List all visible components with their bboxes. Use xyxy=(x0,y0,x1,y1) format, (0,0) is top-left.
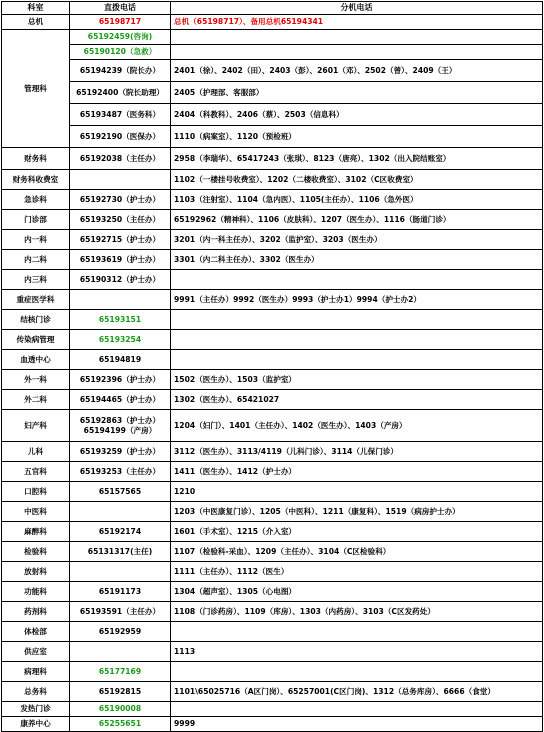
direct-cell: 65192190（医保办） xyxy=(70,126,171,148)
dept-cell: 检验科 xyxy=(2,542,70,562)
ext-cell: 3201（内一科主任办）、3202（监护室）、3203（医生办） xyxy=(171,230,543,250)
table-row xyxy=(2,350,543,370)
table-row xyxy=(2,250,543,270)
dept-cell: 五官科 xyxy=(2,462,70,482)
ext-cell xyxy=(171,702,543,717)
dept-cell: 内一科 xyxy=(2,230,70,250)
dept-cell: 内二科 xyxy=(2,250,70,270)
dept-cell: 发热门诊 xyxy=(2,702,70,717)
table-row xyxy=(2,702,543,717)
ext-cell: 9999 xyxy=(171,717,543,732)
ext-cell xyxy=(171,622,543,642)
dept-cell: 外一科 xyxy=(2,370,70,390)
table-row xyxy=(2,442,543,462)
table-row xyxy=(2,622,543,642)
direct-cell: 65192730（护士办） xyxy=(70,190,171,210)
ext-cell: 1110（病案室）、1120（预检班） xyxy=(171,126,543,148)
ext-cell: 1111（主任办）、1112（医生） xyxy=(171,562,543,582)
ext-cell: 1101\65025716（A区门岗）、65257001(C区门岗)、1312（总务库房）、6666（食堂） xyxy=(171,682,543,702)
direct-cell: 65193254 xyxy=(70,330,171,350)
dept-cell: 传染病管理 xyxy=(2,330,70,350)
direct-cell: 65192459(咨询) xyxy=(70,30,171,45)
dept-cell: 药剂科 xyxy=(2,602,70,622)
direct-cell: 65192174 xyxy=(70,522,171,542)
direct-cell: 65192400（院长助理） xyxy=(70,82,171,104)
ext-cell: 2958（李瑞华）、65417243（张琪）、8123（唐亮）、1302（出入院结账室） xyxy=(171,148,543,170)
direct-cell: 65255651 xyxy=(70,717,171,732)
dept-cell: 财务科收费室 xyxy=(2,170,70,190)
table-row xyxy=(2,562,543,582)
header-direct: 直拨电话 xyxy=(70,2,171,15)
dept-cell: 妇产科 xyxy=(2,410,70,442)
direct-line: 65192863（护士办） xyxy=(79,415,161,425)
table-row xyxy=(2,290,543,310)
ext-cell: 1302（医生办）、65421027 xyxy=(171,390,543,410)
ext-cell: 1102（一楼挂号收费室）、1202（二楼收费室）、3102（C区收费室） xyxy=(171,170,543,190)
table-row xyxy=(2,582,543,602)
dept-cell: 外二科 xyxy=(2,390,70,410)
ext-cell: 2405（护理部、客服部） xyxy=(171,82,543,104)
direct-cell xyxy=(70,170,171,190)
table-row xyxy=(2,60,543,82)
dept-cell: 病理科 xyxy=(2,662,70,682)
dept-cell: 急诊科 xyxy=(2,190,70,210)
direct-cell xyxy=(70,562,171,582)
ext-cell: 1103（注射室）、1104（急内医）、1105(主任办）、1106（急外医） xyxy=(171,190,543,210)
dept-cell: 血透中心 xyxy=(2,350,70,370)
dept-cell: 儿科 xyxy=(2,442,70,462)
direct-cell: 65192815 xyxy=(70,682,171,702)
dept-cell: 内三科 xyxy=(2,270,70,290)
direct-cell: 65192959 xyxy=(70,622,171,642)
ext-cell: 2401（徐）、2402（田）、2403（彭）、2601（邓）、2502（曾）、2409（王） xyxy=(171,60,543,82)
dept-cell: 口腔科 xyxy=(2,482,70,502)
ext-cell xyxy=(171,30,543,45)
ext-cell xyxy=(171,350,543,370)
direct-cell: 65198717 xyxy=(70,15,171,30)
ext-cell: 9991（主任办）9992（医生办）9993（护士办1）9994（护士办2） xyxy=(171,290,543,310)
dept-cell: 中医科 xyxy=(2,502,70,522)
table-row xyxy=(2,104,543,126)
direct-cell: 65192396（护士办） xyxy=(70,370,171,390)
direct-cell: 65157565 xyxy=(70,482,171,502)
ext-cell: 1113 xyxy=(171,642,543,662)
dept-cell: 结核门诊 xyxy=(2,310,70,330)
ext-cell: 1204（妇门）、1401（主任办）、1402（医生办）、1403（产房） xyxy=(171,410,543,442)
ext-cell: 1107（检验科-采血）、1209（主任办）、3104（C区检验科） xyxy=(171,542,543,562)
dept-cell: 总机 xyxy=(2,15,70,30)
table-row xyxy=(2,210,543,230)
ext-cell xyxy=(171,662,543,682)
table-row xyxy=(2,662,543,682)
direct-cell: 65193253（主任办） xyxy=(70,462,171,482)
table-row xyxy=(2,126,543,148)
ext-cell xyxy=(171,330,543,350)
direct-line: 65194199（产房） xyxy=(83,425,157,435)
dept-cell: 体检部 xyxy=(2,622,70,642)
direct-cell xyxy=(70,410,171,442)
ext-cell: 1203（中医康复门诊）、1205（中医科）、1211（康复科）、1519（病房护士办） xyxy=(171,502,543,522)
direct-cell: 65193487（医务科） xyxy=(70,104,171,126)
table-row xyxy=(2,148,543,170)
ext-cell xyxy=(171,310,543,330)
table-row xyxy=(2,642,543,662)
phone-directory-table xyxy=(1,1,543,732)
direct-cell: 65192038（主任办） xyxy=(70,148,171,170)
table-row xyxy=(2,522,543,542)
direct-cell: 65190008 xyxy=(70,702,171,717)
table-row xyxy=(2,482,543,502)
direct-cell: 65194465（护士办） xyxy=(70,390,171,410)
direct-cell: 65193151 xyxy=(70,310,171,330)
table-row xyxy=(2,370,543,390)
table-row xyxy=(2,717,543,732)
ext-cell: 1411（医生办）、1412（护士办） xyxy=(171,462,543,482)
dept-cell: 麻醉科 xyxy=(2,522,70,542)
table-row xyxy=(2,602,543,622)
ext-cell xyxy=(171,270,543,290)
direct-cell: 65193619（护士办） xyxy=(70,250,171,270)
table-row xyxy=(2,270,543,290)
table-row xyxy=(2,330,543,350)
ext-cell: 1108（门诊药房）、1109（库房）、1303（内药房）、3103（C区发药处） xyxy=(171,602,543,622)
direct-cell xyxy=(70,502,171,522)
direct-cell: 65193259（护士办） xyxy=(70,442,171,462)
direct-cell xyxy=(70,642,171,662)
ext-cell: 3112（医生办）、3113/4119（儿科门诊）、3114（儿保门诊） xyxy=(171,442,543,462)
table-row xyxy=(2,682,543,702)
dept-cell: 管理科 xyxy=(2,30,70,148)
ext-cell: 65192962（精神科）、1106（皮肤科）、1207（医生办）、1116（肠道门诊） xyxy=(171,210,543,230)
ext-cell xyxy=(171,45,543,60)
direct-cell: 65190120（急救） xyxy=(70,45,171,60)
table-row xyxy=(2,390,543,410)
table-row xyxy=(2,45,543,60)
header-row xyxy=(2,2,543,15)
table-row xyxy=(2,170,543,190)
table-row xyxy=(2,230,543,250)
direct-cell: 65194239（院长办） xyxy=(70,60,171,82)
ext-cell: 总机（65198717）、备用总机65194341 xyxy=(171,15,543,30)
table-row xyxy=(2,82,543,104)
direct-cell: 65191173 xyxy=(70,582,171,602)
dept-cell: 重症医学科 xyxy=(2,290,70,310)
dept-cell: 门诊部 xyxy=(2,210,70,230)
ext-cell: 1502（医生办）、1503（监护室） xyxy=(171,370,543,390)
table-row xyxy=(2,542,543,562)
table-row xyxy=(2,190,543,210)
ext-cell: 1210 xyxy=(171,482,543,502)
header-ext: 分机电话 xyxy=(171,2,543,15)
table-row xyxy=(2,30,543,45)
ext-cell: 1601（手术室）、1215（介入室） xyxy=(171,522,543,542)
direct-cell: 65131317(主任) xyxy=(70,542,171,562)
table-row xyxy=(2,410,543,442)
direct-cell: 65193591（主任办） xyxy=(70,602,171,622)
dept-cell: 功能科 xyxy=(2,582,70,602)
header-dept: 科室 xyxy=(2,2,70,15)
direct-cell: 65190312（护士办） xyxy=(70,270,171,290)
ext-cell: 1304（超声室）、1305（心电图） xyxy=(171,582,543,602)
dept-cell: 供应室 xyxy=(2,642,70,662)
table-row xyxy=(2,15,543,30)
direct-cell: 65193250（主任办） xyxy=(70,210,171,230)
dept-cell: 总务科 xyxy=(2,682,70,702)
table-row xyxy=(2,310,543,330)
direct-cell: 65192715（护士办） xyxy=(70,230,171,250)
direct-cell: 65194819 xyxy=(70,350,171,370)
dept-cell: 放射科 xyxy=(2,562,70,582)
direct-cell xyxy=(70,290,171,310)
dept-cell: 财务科 xyxy=(2,148,70,170)
ext-cell: 2404（科教科）、2406（蔡）、2503（信息科） xyxy=(171,104,543,126)
dept-cell: 康养中心 xyxy=(2,717,70,732)
ext-cell: 3301（内二科主任办）、3302（医生办） xyxy=(171,250,543,270)
table-row xyxy=(2,462,543,482)
direct-cell: 65177169 xyxy=(70,662,171,682)
table-row xyxy=(2,502,543,522)
